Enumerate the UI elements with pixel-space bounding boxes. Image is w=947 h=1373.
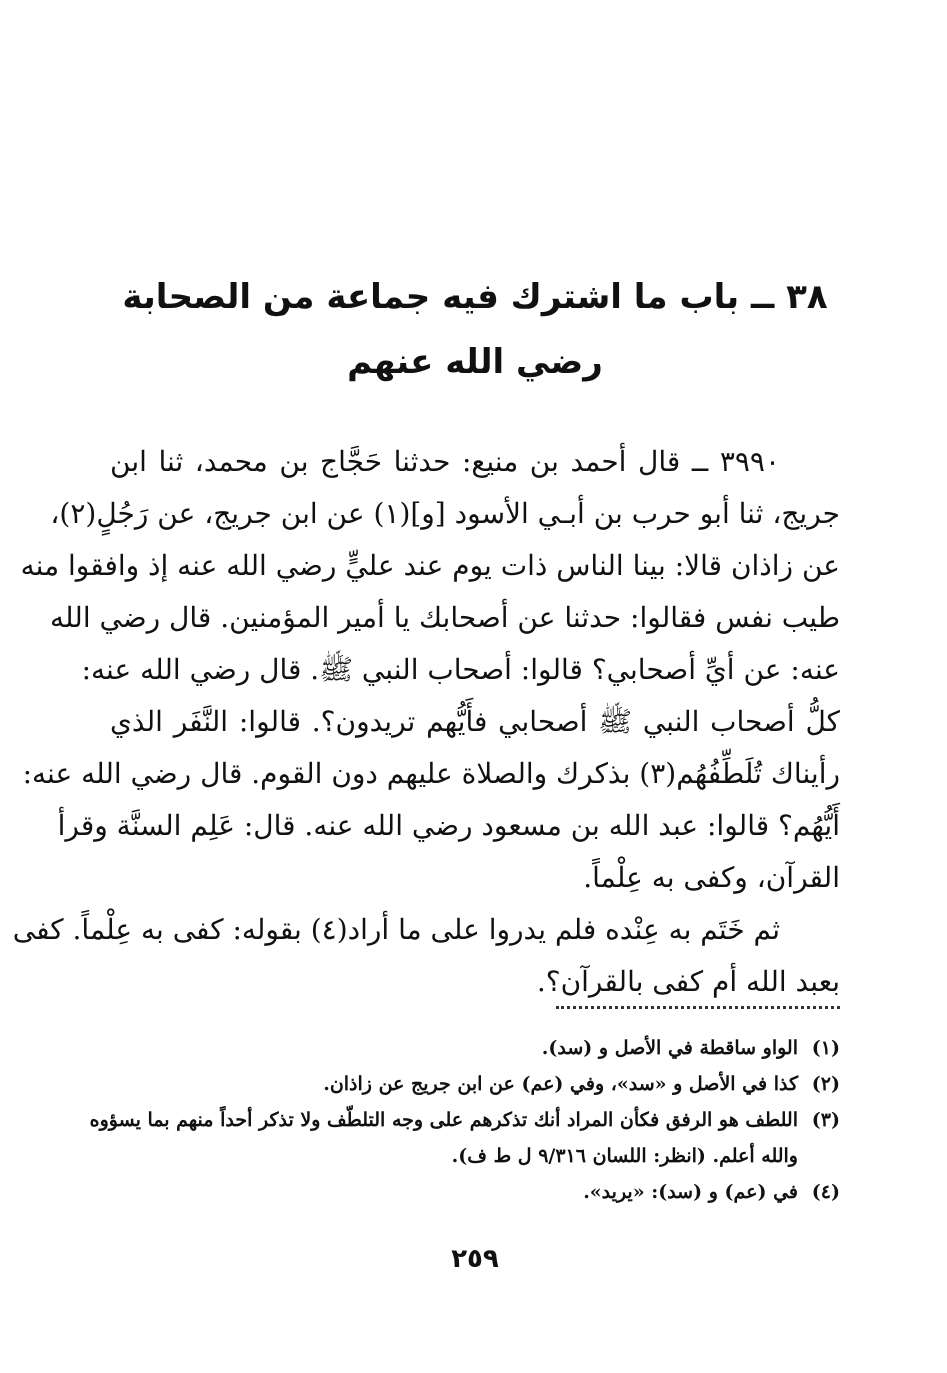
footnote — [89, 1102, 840, 1138]
footnote — [110, 1066, 840, 1102]
chapter-title: ٣٨ ــ باب ما اشترك فيه جماعة من الصحابة — [122, 277, 828, 317]
footnote — [110, 1174, 840, 1210]
body-line: رأيناك تُلَطِّفُهُم(٣) بذكرك والصلاة عليهم دون القوم. قال رضي الله عنه: — [22, 757, 840, 790]
hadith-text — [12, 436, 840, 1008]
footnotes — [89, 1030, 840, 1210]
body-line: جريج، ثنا أبو حرب بن أبـي الأسود [و](١) عن ابن جريج، عن رَجُلٍ(٢)، — [50, 497, 840, 530]
footnote — [110, 1030, 840, 1066]
footnote-text: اللطف هو الرفق فكأن المراد أنك تذكرهم على وجه التلطّف ولا تذكر أحداً منهم بما يسؤوه — [89, 1109, 798, 1131]
chapter-subtitle: رضي الله عنهم — [347, 342, 603, 382]
footnote-number: (٤) — [811, 1181, 840, 1203]
footnote-text: كذا في الأصل و «سد»، وفي (عم) عن ابن جريج عن زاذان. — [323, 1073, 798, 1095]
body-line: أَيُّهُم؟ قالوا: عبد الله بن مسعود رضي الله عنه. قال: عَلِم السنَّة وقرأ — [57, 809, 840, 842]
footnote-number: (٣) — [811, 1109, 840, 1131]
body-line: القرآن، وكفى به عِلْماً. — [583, 861, 840, 894]
page-number: ٢٥٩ — [451, 1244, 499, 1274]
footnote-continuation: والله أعلم. (انظر: اللسان ٩/٣١٦ ل ط ف). — [451, 1145, 798, 1167]
body-line: طيب نفس فقالوا: حدثنا عن أصحابك يا أمير المؤمنين. قال رضي الله — [50, 601, 840, 634]
body-line: ٣٩٩٠ ــ قال أحمد بن منيع: حدثنا حَجَّاج بن محمد، ثنا ابن — [110, 445, 780, 478]
footnote-text: الواو ساقطة في الأصل و (سد). — [541, 1037, 798, 1059]
body-line: عن زاذان قالا: بينا الناس ذات يوم عند عليٍّ رضي الله عنه إذ وافقوا منه — [20, 549, 840, 582]
body-line: بعبد الله أم كفى بالقرآن؟. — [536, 965, 840, 998]
footnote-number: (١) — [811, 1037, 840, 1059]
body-line: كلُّ أصحاب النبي ﷺ أصحابي فأَيُّهم تريدون؟. قالوا: النَّفَر الذي — [110, 705, 840, 738]
body-line: ثم خَتَم به عِنْده فلم يدروا على ما أراد(٤) بقوله: كفى به عِلْماً. كفى — [12, 913, 780, 946]
footnote-separator — [556, 1006, 840, 1009]
body-line: عنه: عن أيِّ أصحابي؟ قالوا: أصحاب النبي ﷺ. قال رضي الله عنه: — [81, 653, 840, 686]
footnote-number: (٢) — [811, 1073, 840, 1095]
footnote-text: في (عم) و (سد): «يريد». — [583, 1181, 798, 1203]
